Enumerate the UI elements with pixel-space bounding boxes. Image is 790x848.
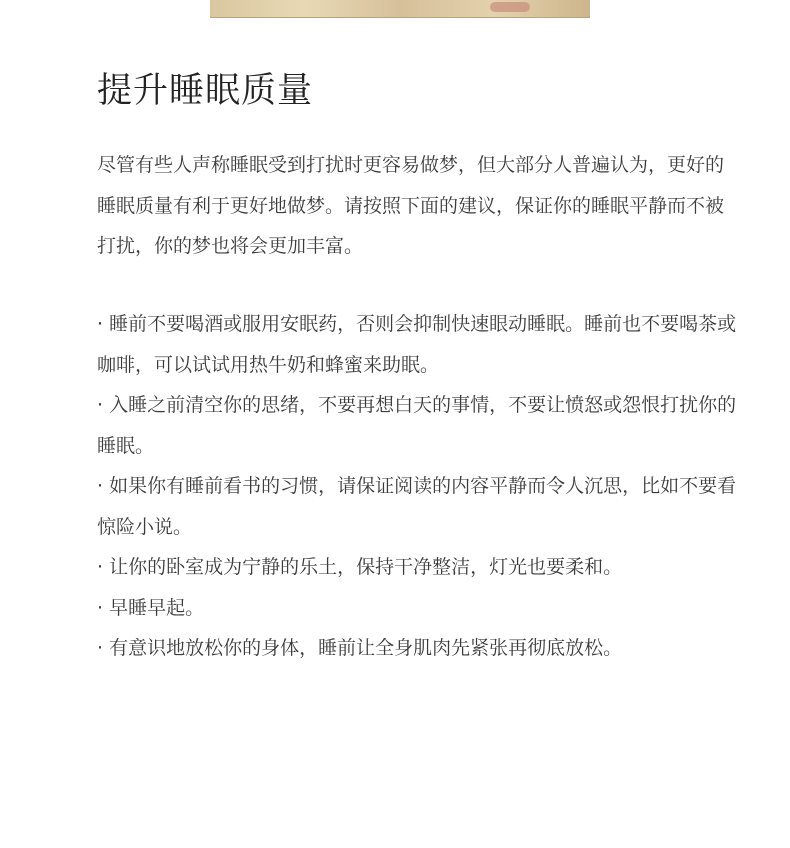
tip-item: · 睡前不要喝酒或服用安眠药，否则会抑制快速眼动睡眠。睡前也不要喝茶或咖啡，可以试试用热牛奶和蜂蜜来助眠。 [97,313,737,376]
section-title: 提升睡眠质量 [97,71,314,111]
intro-paragraph: 尽管有些人声称睡眠受到打扰时更容易做梦，但大部分人普遍认为，更好的睡眠质量有利于更好地做梦。请按照下面的建议，保证你的睡眠平静而不被打扰，你的梦也将会更加丰富。 [97,154,725,257]
tip-item: · 让你的卧室成为宁静的乐土，保持干净整洁，灯光也要柔和。 [97,556,623,578]
tip-item: · 入睡之前清空你的思绪，不要再想白天的事情，不要让愤怒或怨恨打扰你的睡眠。 [97,394,737,457]
tip-item: · 如果你有睡前看书的习惯，请保证阅读的内容平静而令人沉思，比如不要看惊险小说。 [97,475,737,538]
header-illustration [210,0,590,18]
tip-item: · 早睡早起。 [97,596,205,619]
tip-item: · 有意识地放松你的身体，睡前让全身肌肉先紧张再彻底放松。 [97,637,623,659]
illustration-detail [490,2,530,12]
tips-list [97,304,737,669]
